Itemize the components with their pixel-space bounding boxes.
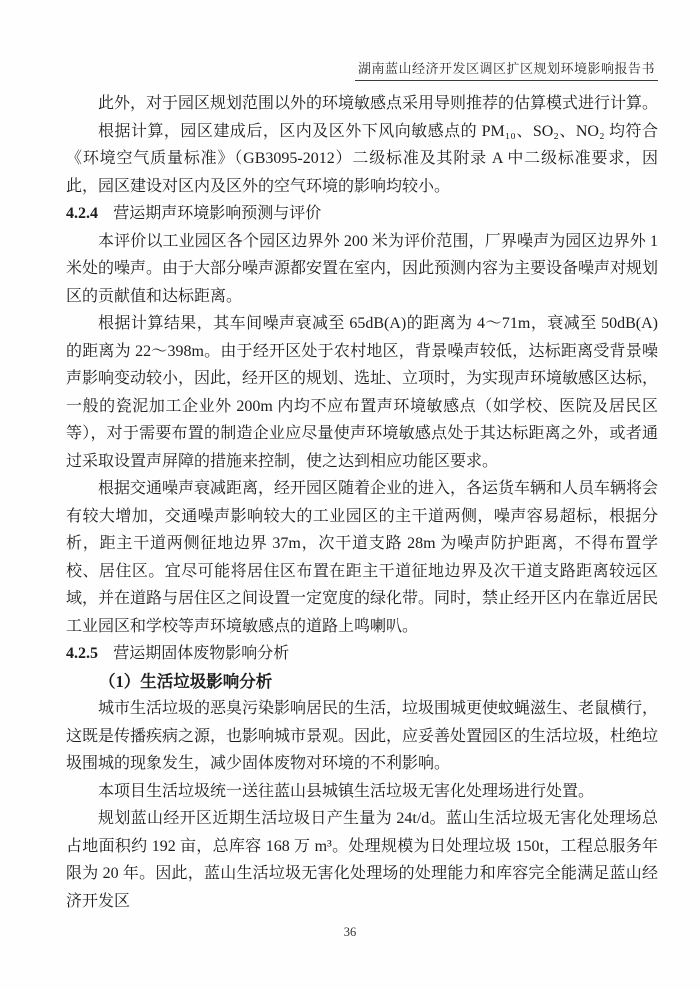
document-body bbox=[66, 90, 658, 915]
section-number: 4.2.4 bbox=[66, 205, 98, 222]
paragraph-noise-scope: 本评价以工业园区各个园区边界外 200 米为评价范围，厂界噪声为园区边界外 1 米处的噪声。由于大部分噪声源都安置在室内，因此预测内容为主要设备噪声对规划区的贡献值和达标距离。 bbox=[66, 232, 659, 305]
section-number: 4.2.5 bbox=[66, 645, 98, 662]
paragraph-estimation-mode: 此外，对于园区规划范围以外的环境敏感点采用导则推荐的估算模式进行计算。 bbox=[98, 95, 659, 112]
paragraph-city-waste-impact: 城市生活垃圾的恶臭污染影响居民的生活，垃圾围城更使蚊蝇滋生、老鼠横行，这既是传播疾病之源，也影响城市景观。因此，应妥善处置园区的生活垃圾，杜绝垃圾围城的现象发生，减少固体废物对环境的不利影响。 bbox=[66, 700, 659, 772]
section-title: 营运期声环境影响预测与评价 bbox=[113, 205, 322, 222]
header-title: 湖南蓝山经济开发区调区扩区规划环境影响报告书 bbox=[355, 58, 658, 81]
paragraph-waste-disposal: 本项目生活垃圾统一送往蓝山县城镇生活垃圾无害化处理场进行处置。 bbox=[98, 782, 595, 800]
paragraph-workshop-noise: 根据计算结果，其车间噪声衰减至 65dB(A)的距离为 4～71m，衰减至 50dB(A)的距离为 22～398m。由于经开区处于农村地区，背景噪声较低，达标距离受背景噪声影响变动较小，因此，经开区的规划、选址、立项时，为实现声环境敏感区达标，一般的瓷泥加工企业外 200m 内均不应布置声环境敏感点（如学校、医院及居民区等），对于需要布置的制造企业应尽量使声环境敏感点处于其达标距离之外，或者通过采取设置声屏障的措施来控制，使之达到相应功能区要求。 bbox=[66, 315, 659, 470]
page-header bbox=[66, 58, 658, 81]
section-heading-4-2-5 bbox=[66, 640, 658, 668]
paragraph-traffic-noise: 根据交通噪声衰减距离，经开园区随着企业的进入，各运货车辆和人员车辆将会有较大增加，交通噪声影响较大的工业园区的主干道两侧，噪声容易超标，根据分析，距主干道两侧征地边界 37m，次干道支路 28m 为噪声防护距离，不得布置学校、居住区。宜尽可能将居住区布置在距主干道征地边界及次干道支路距离较远区域，并在道路与居住区之间设置一定宽度的绿化带。同时，禁止经开区内在靠近居民工业园区和学校等声环境敏感点的道路上鸣喇叭。 bbox=[66, 480, 659, 635]
page-footer bbox=[0, 925, 700, 940]
section-heading-4-2-4 bbox=[66, 200, 658, 228]
paragraph-landfill-capacity: 规划蓝山经开区近期生活垃圾日产生量为 24t/d。蓝山生活垃圾无害化处理场总占地面积约 192 亩，总库容 168 万 m³。处理规模为日处理垃圾 150t，工程总服务年限为 20 年。因此，蓝山生活垃圾无害化处理场的处理能力和库容完全能满足蓝山经济开发区 bbox=[66, 810, 658, 910]
section-title: 营运期固体废物影响分析 bbox=[113, 645, 290, 662]
subsection-heading-domestic-waste: （1）生活垃圾影响分析 bbox=[99, 671, 273, 691]
page-number: 36 bbox=[343, 925, 357, 939]
paragraph-air-quality-conclusion: 根据计算，园区建成后，区内及区外下风向敏感点的 PM₁₀、SO₂、NO₂ 均符合《环境空气质量标准》（GB3095-2012）二级标准及其附录 A 中二级标准要求，因此，园区建设对区内及区外的空气环境的影响均较小。 bbox=[66, 122, 658, 195]
